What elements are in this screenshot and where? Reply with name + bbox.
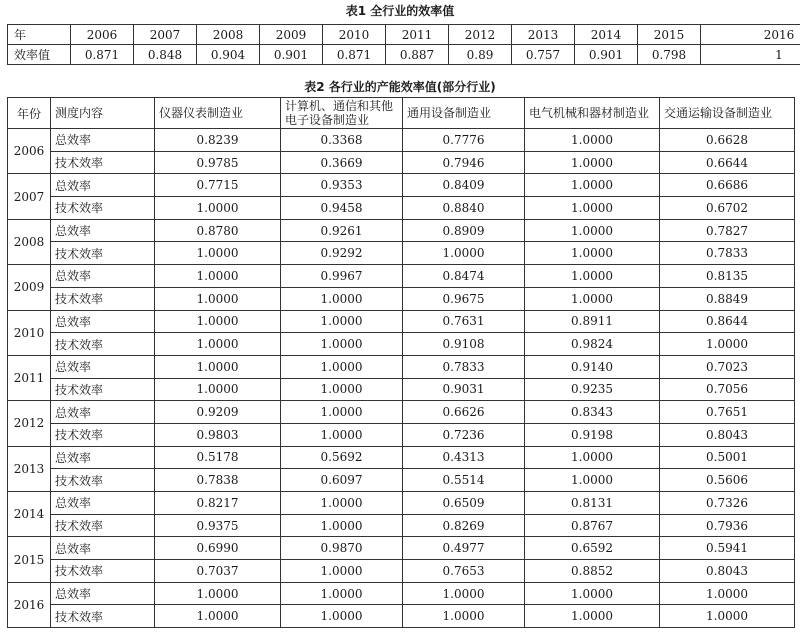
metric-total-label: 总效率 — [51, 174, 155, 197]
table1-year-cell: 2010 — [323, 25, 386, 45]
table1-year-cell: 2012 — [449, 25, 512, 45]
tech-efficiency-cell: 0.5514 — [403, 469, 525, 492]
total-efficiency-cell: 1.0000 — [281, 492, 403, 515]
table-row — [8, 197, 795, 220]
tech-efficiency-cell: 1.0000 — [525, 469, 660, 492]
table1-value-cell: 0.887 — [386, 45, 449, 65]
tech-efficiency-cell: 1.0000 — [525, 605, 660, 628]
total-efficiency-cell: 0.7651 — [660, 401, 795, 424]
tech-efficiency-cell: 0.5606 — [660, 469, 795, 492]
total-efficiency-cell: 0.6686 — [660, 174, 795, 197]
tech-efficiency-cell: 0.7037 — [155, 560, 281, 583]
total-efficiency-cell: 0.8780 — [155, 219, 281, 242]
table2-header-cell: 测度内容 — [51, 98, 155, 129]
year-cell: 2012 — [8, 401, 51, 446]
table-row — [8, 514, 795, 537]
table1-value-cell: 0.757 — [512, 45, 575, 65]
tech-efficiency-cell: 0.8849 — [660, 287, 795, 310]
total-efficiency-cell: 0.9870 — [281, 537, 403, 560]
tech-efficiency-cell: 0.9675 — [403, 287, 525, 310]
metric-total-label: 总效率 — [51, 219, 155, 242]
tech-efficiency-cell: 0.6097 — [281, 469, 403, 492]
tech-efficiency-cell: 1.0000 — [281, 333, 403, 356]
metric-total-label: 总效率 — [51, 401, 155, 424]
tech-efficiency-cell: 0.8269 — [403, 514, 525, 537]
table1-value-cell: 0.904 — [197, 45, 260, 65]
table2-header-cell: 年份 — [8, 98, 51, 129]
table1-value-cell: 0.901 — [575, 45, 638, 65]
table1-year-cell: 2016 — [701, 25, 800, 45]
table1-value-cell: 0.798 — [638, 45, 701, 65]
metric-total-label: 总效率 — [51, 582, 155, 605]
metric-tech-label: 技术效率 — [51, 151, 155, 174]
total-efficiency-cell: 0.4313 — [403, 446, 525, 469]
table-row — [8, 174, 795, 197]
tech-efficiency-cell: 0.7946 — [403, 151, 525, 174]
metric-tech-label: 技术效率 — [51, 197, 155, 220]
total-efficiency-cell: 0.8644 — [660, 310, 795, 333]
tech-efficiency-cell: 1.0000 — [403, 605, 525, 628]
overall-efficiency-table — [7, 24, 800, 65]
tech-efficiency-cell: 0.7056 — [660, 378, 795, 401]
year-cell: 2010 — [8, 310, 51, 355]
tech-efficiency-cell: 0.8043 — [660, 423, 795, 446]
total-efficiency-cell: 1.0000 — [525, 174, 660, 197]
total-efficiency-cell: 0.6509 — [403, 492, 525, 515]
table1-value-cell: 0.848 — [134, 45, 197, 65]
total-efficiency-cell: 0.7023 — [660, 355, 795, 378]
total-efficiency-cell: 0.7715 — [155, 174, 281, 197]
table1-year-cell: 2006 — [71, 25, 134, 45]
total-efficiency-cell: 1.0000 — [525, 219, 660, 242]
total-efficiency-cell: 1.0000 — [155, 582, 281, 605]
metric-total-label: 总效率 — [51, 446, 155, 469]
metric-total-label: 总效率 — [51, 310, 155, 333]
tech-efficiency-cell: 1.0000 — [281, 287, 403, 310]
metric-tech-label: 技术效率 — [51, 333, 155, 356]
metric-tech-label: 技术效率 — [51, 423, 155, 446]
tech-efficiency-cell: 0.7833 — [660, 242, 795, 265]
year-cell: 2013 — [8, 446, 51, 491]
metric-tech-label: 技术效率 — [51, 287, 155, 310]
total-efficiency-cell: 0.4977 — [403, 537, 525, 560]
total-efficiency-cell: 0.8239 — [155, 129, 281, 152]
tech-efficiency-cell: 0.9235 — [525, 378, 660, 401]
tech-efficiency-cell: 1.0000 — [660, 333, 795, 356]
table2-header-cell: 交通运输设备制造业 — [660, 98, 795, 129]
table2-header-cell: 电气机械和器材制造业 — [525, 98, 660, 129]
table1-value-cell: 0.89 — [449, 45, 512, 65]
table-row — [8, 469, 795, 492]
table-row — [8, 582, 795, 605]
total-efficiency-cell: 0.6990 — [155, 537, 281, 560]
table1-year-cell: 2009 — [260, 25, 323, 45]
table1-value-row — [8, 45, 800, 65]
metric-total-label: 总效率 — [51, 129, 155, 152]
tech-efficiency-cell: 0.9785 — [155, 151, 281, 174]
total-efficiency-cell: 0.5001 — [660, 446, 795, 469]
total-efficiency-cell: 1.0000 — [525, 446, 660, 469]
table-row — [8, 287, 795, 310]
tech-efficiency-cell: 0.9031 — [403, 378, 525, 401]
table-row — [8, 129, 795, 152]
table1-year-cell: 2015 — [638, 25, 701, 45]
year-cell: 2009 — [8, 265, 51, 310]
tech-efficiency-cell: 0.9458 — [281, 197, 403, 220]
metric-tech-label: 技术效率 — [51, 560, 155, 583]
table-row — [8, 333, 795, 356]
total-efficiency-cell: 1.0000 — [155, 355, 281, 378]
tech-efficiency-cell: 1.0000 — [660, 605, 795, 628]
tech-efficiency-cell: 1.0000 — [281, 560, 403, 583]
tech-efficiency-cell: 1.0000 — [525, 242, 660, 265]
total-efficiency-cell: 0.9140 — [525, 355, 660, 378]
table1-caption: 表1 全行业的效率值 — [345, 4, 455, 18]
total-efficiency-cell: 0.5941 — [660, 537, 795, 560]
total-efficiency-cell: 0.8131 — [525, 492, 660, 515]
industry-efficiency-table — [7, 97, 795, 628]
total-efficiency-cell: 0.3368 — [281, 129, 403, 152]
table1-year-cell: 2008 — [197, 25, 260, 45]
total-efficiency-cell: 1.0000 — [403, 582, 525, 605]
total-efficiency-cell: 1.0000 — [281, 401, 403, 424]
total-efficiency-cell: 0.9353 — [281, 174, 403, 197]
metric-tech-label: 技术效率 — [51, 469, 155, 492]
tech-efficiency-cell: 1.0000 — [155, 242, 281, 265]
tech-efficiency-cell: 1.0000 — [155, 378, 281, 401]
total-efficiency-cell: 0.8474 — [403, 265, 525, 288]
total-efficiency-cell: 0.6592 — [525, 537, 660, 560]
metric-tech-label: 技术效率 — [51, 378, 155, 401]
metric-total-label: 总效率 — [51, 265, 155, 288]
year-cell: 2008 — [8, 219, 51, 264]
table2-caption: 表2 各行业的产能效率值(部分行业) — [304, 80, 496, 94]
total-efficiency-cell: 1.0000 — [155, 310, 281, 333]
year-cell: 2014 — [8, 492, 51, 537]
tech-efficiency-cell: 0.8767 — [525, 514, 660, 537]
tech-efficiency-cell: 1.0000 — [281, 514, 403, 537]
table1-year-cell: 2011 — [386, 25, 449, 45]
table1-header-label: 年 — [8, 25, 71, 45]
total-efficiency-cell: 0.5692 — [281, 446, 403, 469]
table-row — [8, 423, 795, 446]
tech-efficiency-cell: 0.8043 — [660, 560, 795, 583]
table1-value-cell: 0.871 — [71, 45, 134, 65]
table-row — [8, 378, 795, 401]
table2-header-cell: 仪器仪表制造业 — [155, 98, 281, 129]
table2-header-row — [8, 98, 795, 129]
total-efficiency-cell: 1.0000 — [281, 355, 403, 378]
tech-efficiency-cell: 0.7936 — [660, 514, 795, 537]
tech-efficiency-cell: 1.0000 — [155, 287, 281, 310]
table-row — [8, 446, 795, 469]
table-row — [8, 537, 795, 560]
total-efficiency-cell: 0.7833 — [403, 355, 525, 378]
metric-tech-label: 技术效率 — [51, 605, 155, 628]
metric-total-label: 总效率 — [51, 537, 155, 560]
tech-efficiency-cell: 0.9803 — [155, 423, 281, 446]
total-efficiency-cell: 1.0000 — [281, 582, 403, 605]
total-efficiency-cell: 0.7776 — [403, 129, 525, 152]
year-cell: 2006 — [8, 129, 51, 174]
total-efficiency-cell: 1.0000 — [525, 129, 660, 152]
tech-efficiency-cell: 0.9824 — [525, 333, 660, 356]
metric-total-label: 总效率 — [51, 355, 155, 378]
tech-efficiency-cell: 1.0000 — [281, 378, 403, 401]
tech-efficiency-cell: 1.0000 — [155, 605, 281, 628]
tech-efficiency-cell: 1.0000 — [281, 605, 403, 628]
tech-efficiency-cell: 0.7236 — [403, 423, 525, 446]
table1-value-label: 效率值 — [8, 45, 71, 65]
table2-header-cell: 通用设备制造业 — [403, 98, 525, 129]
tech-efficiency-cell: 0.7653 — [403, 560, 525, 583]
total-efficiency-cell: 1.0000 — [525, 582, 660, 605]
tech-efficiency-cell: 0.9375 — [155, 514, 281, 537]
table-row — [8, 265, 795, 288]
tech-efficiency-cell: 0.8840 — [403, 197, 525, 220]
year-cell: 2015 — [8, 537, 51, 582]
tech-efficiency-cell: 0.9108 — [403, 333, 525, 356]
tech-efficiency-cell: 0.6702 — [660, 197, 795, 220]
total-efficiency-cell: 0.9967 — [281, 265, 403, 288]
tech-efficiency-cell: 1.0000 — [403, 242, 525, 265]
total-efficiency-cell: 0.9209 — [155, 401, 281, 424]
tech-efficiency-cell: 1.0000 — [281, 423, 403, 446]
table1-year-row — [8, 25, 800, 45]
year-cell: 2007 — [8, 174, 51, 219]
tech-efficiency-cell: 0.3669 — [281, 151, 403, 174]
total-efficiency-cell: 0.8217 — [155, 492, 281, 515]
tech-efficiency-cell: 0.9292 — [281, 242, 403, 265]
total-efficiency-cell: 0.5178 — [155, 446, 281, 469]
total-efficiency-cell: 0.7827 — [660, 219, 795, 242]
table-row — [8, 492, 795, 515]
total-efficiency-cell: 1.0000 — [155, 265, 281, 288]
total-efficiency-cell: 0.8409 — [403, 174, 525, 197]
total-efficiency-cell: 0.7631 — [403, 310, 525, 333]
total-efficiency-cell: 0.6626 — [403, 401, 525, 424]
metric-tech-label: 技术效率 — [51, 514, 155, 537]
total-efficiency-cell: 0.9261 — [281, 219, 403, 242]
total-efficiency-cell: 0.8343 — [525, 401, 660, 424]
total-efficiency-cell: 1.0000 — [525, 265, 660, 288]
table-row — [8, 219, 795, 242]
table1-year-cell: 2013 — [512, 25, 575, 45]
tech-efficiency-cell: 1.0000 — [525, 197, 660, 220]
table-row — [8, 605, 795, 628]
table-row — [8, 560, 795, 583]
table2-header-cell: 计算机、通信和其他电子设备制造业 — [281, 98, 403, 129]
total-efficiency-cell: 0.7326 — [660, 492, 795, 515]
tech-efficiency-cell: 0.7838 — [155, 469, 281, 492]
metric-total-label: 总效率 — [51, 492, 155, 515]
total-efficiency-cell: 0.6628 — [660, 129, 795, 152]
total-efficiency-cell: 0.8911 — [525, 310, 660, 333]
table1-value-cell: 0.901 — [260, 45, 323, 65]
total-efficiency-cell: 1.0000 — [281, 310, 403, 333]
tech-efficiency-cell: 1.0000 — [525, 151, 660, 174]
year-cell: 2011 — [8, 355, 51, 400]
tech-efficiency-cell: 0.6644 — [660, 151, 795, 174]
table1-value-cell: 0.871 — [323, 45, 386, 65]
tech-efficiency-cell: 1.0000 — [155, 197, 281, 220]
total-efficiency-cell: 0.8909 — [403, 219, 525, 242]
table-row — [8, 242, 795, 265]
table1-value-cell: 1 — [701, 45, 800, 65]
tech-efficiency-cell: 1.0000 — [525, 287, 660, 310]
table1-year-cell: 2007 — [134, 25, 197, 45]
total-efficiency-cell: 0.8135 — [660, 265, 795, 288]
tech-efficiency-cell: 1.0000 — [155, 333, 281, 356]
total-efficiency-cell: 1.0000 — [660, 582, 795, 605]
table-row — [8, 355, 795, 378]
table-row — [8, 310, 795, 333]
table-row — [8, 151, 795, 174]
table1-year-cell: 2014 — [575, 25, 638, 45]
year-cell: 2016 — [8, 582, 51, 627]
table-row — [8, 401, 795, 424]
tech-efficiency-cell: 0.8852 — [525, 560, 660, 583]
tech-efficiency-cell: 0.9198 — [525, 423, 660, 446]
metric-tech-label: 技术效率 — [51, 242, 155, 265]
